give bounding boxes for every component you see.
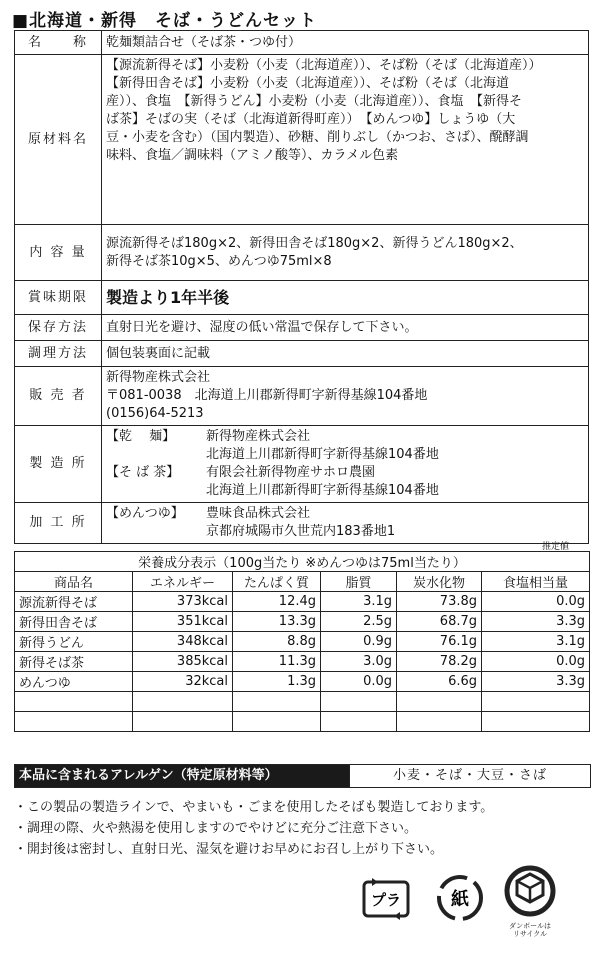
nutrient-value-cell: 0.0g <box>321 672 397 692</box>
cardboard-caption-1: ダンボールは <box>509 922 551 930</box>
estimate-note: 推定値 <box>541 542 569 552</box>
nutrition-caption: 栄養成分表示（100g当たり ※めんつゆは75ml当たり） <box>138 556 466 571</box>
product-info-table <box>14 30 589 544</box>
nutrition-row <box>15 672 590 692</box>
maker-value <box>102 426 589 503</box>
seller-address: 〒081-0038 北海道上川郡新得町字新得基線104番地 <box>106 388 428 403</box>
seller-phone: (0156)64-5213 <box>106 406 204 421</box>
seller-value <box>102 367 589 426</box>
nutrient-value-cell: 3.0g <box>321 652 397 672</box>
nutrient-value-cell: 32kcal <box>133 672 233 692</box>
paper-recycle-icon <box>432 870 488 930</box>
allergen-label: 本品に含まれるアレルゲン（特定原材料等） <box>15 765 349 787</box>
nutrient-value-cell: 351kcal <box>133 612 233 632</box>
maker-address: 北海道上川郡新得町字新得基線104番地 <box>206 447 439 462</box>
nutrient-value-cell <box>321 692 397 712</box>
nutrient-value-cell: 13.3g <box>233 612 321 632</box>
cooking-value: 個包装裏面に記載 <box>102 341 589 367</box>
nutrient-value-cell <box>233 692 321 712</box>
processor-label: 加 工 所 <box>15 503 102 544</box>
nutrition-row <box>15 632 590 652</box>
note-line: ・この製品の製造ラインで、やまいも・ごまを使用したそばも製造しております。 <box>14 800 494 815</box>
product-name-cell: 新得田舎そば <box>15 612 133 632</box>
nutrient-value-cell: 0.9g <box>321 632 397 652</box>
processor-company: 豊味食品株式会社 <box>206 506 311 521</box>
product-name-cell <box>15 692 133 712</box>
nutrient-value-cell: 373kcal <box>133 592 233 612</box>
maker-company: 有限会社新得物産サホロ農園 <box>206 465 376 480</box>
ingredients-line: ば茶】そばの実（そば（北海道新得町産）） 【めんつゆ】しょうゆ（大 <box>106 112 516 127</box>
name-value: 乾麺類詰合せ（そば茶・つゆ付） <box>102 31 589 55</box>
maker-label: 製 造 所 <box>15 426 102 503</box>
maker-soba-tea <box>106 464 584 500</box>
processor-address: 京都府城陽市久世荒内183番地1 <box>206 524 396 539</box>
maker-company: 新得物産株式会社 <box>206 429 311 444</box>
plastic-recycle-icon <box>358 870 414 930</box>
nutrition-row <box>15 652 590 672</box>
contents-row <box>15 225 589 281</box>
cardboard-caption-2: リサイクル <box>512 930 548 938</box>
storage-row <box>15 315 589 341</box>
allergen-value: 小麦・そば・大豆・さば <box>349 765 590 787</box>
processor-value <box>102 503 589 544</box>
name-label: 名 称 <box>15 31 102 55</box>
processor-tag: 【めんつゆ】 <box>106 506 184 521</box>
nutrition-row <box>15 592 590 612</box>
ingredients-row <box>15 55 589 225</box>
maker-noodles <box>106 428 584 464</box>
nutrient-value-cell: 6.6g <box>397 672 482 692</box>
ingredients-line: 産））、食塩 【新得うどん】小麦粉（小麦（北海道産））、食塩 【新得そ <box>106 94 523 109</box>
nutrient-value-cell: 348kcal <box>133 632 233 652</box>
nutrition-row <box>15 692 590 712</box>
nutrient-value-cell: 78.2g <box>397 652 482 672</box>
product-name-cell <box>15 712 133 732</box>
nutrient-value-cell <box>397 712 482 732</box>
cooking-row <box>15 341 589 367</box>
storage-value: 直射日光を避け、湿度の低い常温で保存して下さい。 <box>102 315 589 341</box>
header-cell: 商品名 <box>15 572 133 592</box>
nutrient-value-cell: 68.7g <box>397 612 482 632</box>
note-line: ・開封後は密封し、直射日光、湿気を避けお早めにお召し上がり下さい。 <box>14 842 444 857</box>
maker-tag: 【そ ば 茶】 <box>106 465 180 480</box>
nutrient-value-cell <box>133 692 233 712</box>
nutrient-value-cell <box>321 712 397 732</box>
product-name-cell: 新得そば茶 <box>15 652 133 672</box>
maker-lines <box>206 464 439 500</box>
header-cell: たんぱく質 <box>233 572 321 592</box>
storage-label: 保存方法 <box>15 315 102 341</box>
header-cell: 食塩相当量 <box>482 572 590 592</box>
processor-lines <box>206 505 395 541</box>
header-cell: 炭水化物 <box>397 572 482 592</box>
nutrition-caption-row <box>15 552 590 572</box>
allergen-box <box>14 764 591 788</box>
cardboard-recycle-icon <box>500 864 560 938</box>
contents-line: 源流新得そば180g×2、新得田舎そば180g×2、新得うどん180g×2、 <box>106 235 523 251</box>
nutrient-value-cell <box>233 712 321 732</box>
cooking-label: 調理方法 <box>15 341 102 367</box>
processor-row <box>15 503 589 544</box>
contents-value <box>102 225 589 281</box>
ingredients-line: 【源流新得そば】小麦粉（小麦（北海道産））、そば粉（そば（北海道産）） <box>106 58 542 73</box>
product-title: ■北海道・新得 そば・うどんセット <box>12 11 318 31</box>
nutrient-value-cell: 0.0g <box>482 652 590 672</box>
product-name-cell: めんつゆ <box>15 672 133 692</box>
nutrient-value-cell: 3.1g <box>321 592 397 612</box>
product-name-cell: 源流新得そば <box>15 592 133 612</box>
nutrient-value-cell <box>397 692 482 712</box>
expiry-value: 製造より1年半後 <box>102 281 589 315</box>
nutrient-value-cell <box>482 692 590 712</box>
maker-row <box>15 426 589 503</box>
nutrient-value-cell <box>482 712 590 732</box>
maker-lines <box>206 428 439 464</box>
nutrition-table <box>14 542 590 732</box>
note-line: ・調理の際、火や熱湯を使用しますのでやけどに充分ご注意下さい。 <box>14 821 418 836</box>
seller-name: 新得物産株式会社 <box>106 370 211 385</box>
nutrient-value-cell: 385kcal <box>133 652 233 672</box>
expiry-row <box>15 281 589 315</box>
nutrition-row <box>15 612 590 632</box>
contents-line: 新得そば茶10g×5、めんつゆ75ml×8 <box>106 253 332 269</box>
contents-label: 内 容 量 <box>15 225 102 281</box>
paper-mark-text: 紙 <box>451 889 469 910</box>
nutrient-value-cell: 76.1g <box>397 632 482 652</box>
nutrition-header-row <box>15 572 590 592</box>
nutrient-value-cell: 3.1g <box>482 632 590 652</box>
product-name-cell: 新得うどん <box>15 632 133 652</box>
nutrient-value-cell: 8.8g <box>233 632 321 652</box>
ingredients-label: 原材料名 <box>15 55 102 225</box>
maker-address: 北海道上川郡新得町字新得基線104番地 <box>206 483 439 498</box>
seller-label: 販 売 者 <box>15 367 102 426</box>
nutrient-value-cell: 0.0g <box>482 592 590 612</box>
nutrient-value-cell: 3.3g <box>482 612 590 632</box>
nutrient-value-cell: 2.5g <box>321 612 397 632</box>
nutrition-row <box>15 712 590 732</box>
expiry-label: 賞味期限 <box>15 281 102 315</box>
ingredients-line: 豆・小麦を含む）（国内製造）、砂糖、削りぶし（かつお、さば）、醗酵調 <box>106 130 529 145</box>
nutrition-caption-cell <box>15 542 590 572</box>
header-cell: エネルギー <box>133 572 233 592</box>
nutrient-value-cell: 11.3g <box>233 652 321 672</box>
seller-row <box>15 367 589 426</box>
nutrient-value-cell <box>133 712 233 732</box>
nutrient-value-cell: 12.4g <box>233 592 321 612</box>
name-row <box>15 31 589 55</box>
caution-notes <box>14 797 493 860</box>
plastic-mark-text: プラ <box>370 891 402 909</box>
ingredients-line: 【新得田舎そば】小麦粉（小麦（北海道産））、そば粉（そば（北海道 <box>106 76 510 91</box>
nutrient-value-cell: 1.3g <box>233 672 321 692</box>
ingredients-value <box>102 55 589 225</box>
nutrient-value-cell: 3.3g <box>482 672 590 692</box>
maker-tag: 【乾 麺】 <box>106 429 176 444</box>
processor-entry <box>106 505 584 541</box>
header-cell: 脂質 <box>321 572 397 592</box>
ingredients-line: 味料、食塩／調味料（アミノ酸等）、カラメル色素 <box>106 148 399 163</box>
nutrient-value-cell: 73.8g <box>397 592 482 612</box>
